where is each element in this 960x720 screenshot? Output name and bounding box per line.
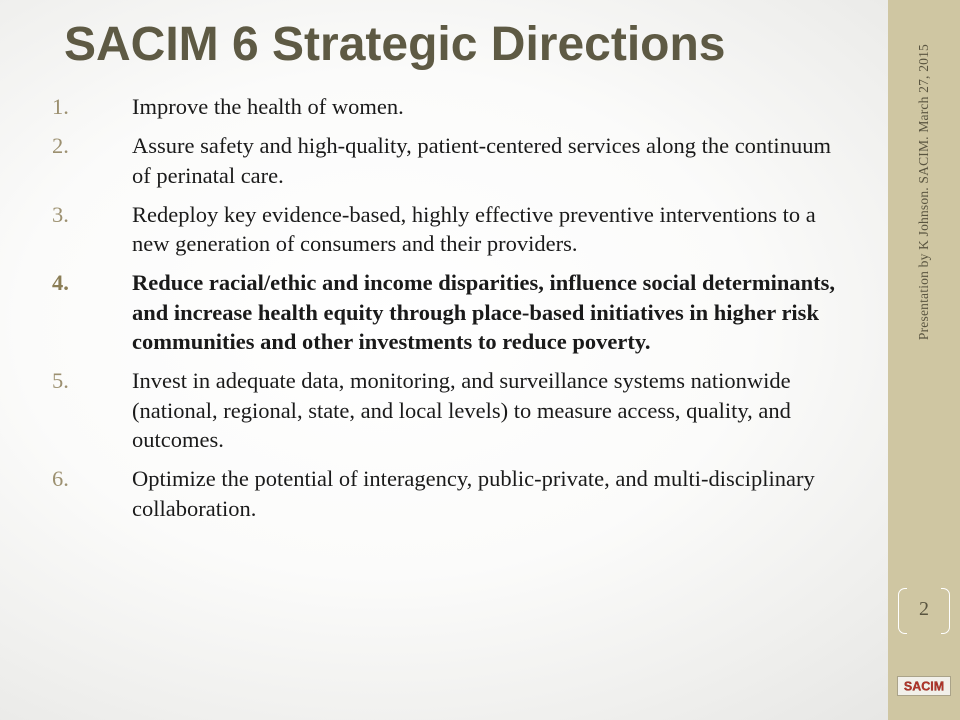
strategic-directions-list (52, 92, 852, 533)
direction-item-2 (52, 131, 852, 190)
direction-number: 3. (52, 201, 69, 227)
direction-number: 5. (52, 368, 69, 393)
footer-text: Presentation by K Johnson. SACIM. March 27, 2015 (916, 44, 931, 341)
direction-item-1 (52, 92, 852, 122)
slide-title: SACIM 6 Strategic Directions (64, 18, 726, 71)
direction-item-5 (52, 366, 852, 455)
direction-number: 2. (52, 133, 69, 158)
direction-item-3 (52, 200, 852, 259)
page-number: 2 (919, 598, 929, 620)
direction-text: Assure safety and high-quality, patient-centered services along the continuum of perinatal care. (132, 133, 831, 188)
direction-text: Optimize the potential of interagency, public-private, and multi-disciplinary collaboration. (132, 466, 815, 521)
direction-number: 6. (52, 466, 69, 491)
direction-number: 4. (52, 270, 69, 295)
page-number-box (898, 588, 950, 634)
direction-item-6 (52, 464, 852, 523)
direction-text: Reduce racial/ethic and income disparities, influence social determinants, and increase health equity through place-based initiatives in higher risk communities and other investments to reduce poverty. (132, 270, 836, 354)
direction-text: Improve the health of women. (132, 94, 404, 119)
direction-item-4 (52, 268, 852, 357)
direction-number: 1. (52, 94, 69, 119)
sacim-logo-icon (899, 678, 949, 694)
sacim-logo (897, 676, 951, 696)
direction-text: Redeploy key evidence-based, highly effective preventive interventions to a new generation of consumers and their providers. (132, 201, 816, 256)
direction-text: Invest in adequate data, monitoring, and surveillance systems nationwide (national, regional, state, and local levels) to measure access, quality, and outcomes. (132, 368, 791, 452)
svg-text:SACIM: SACIM (903, 679, 945, 694)
